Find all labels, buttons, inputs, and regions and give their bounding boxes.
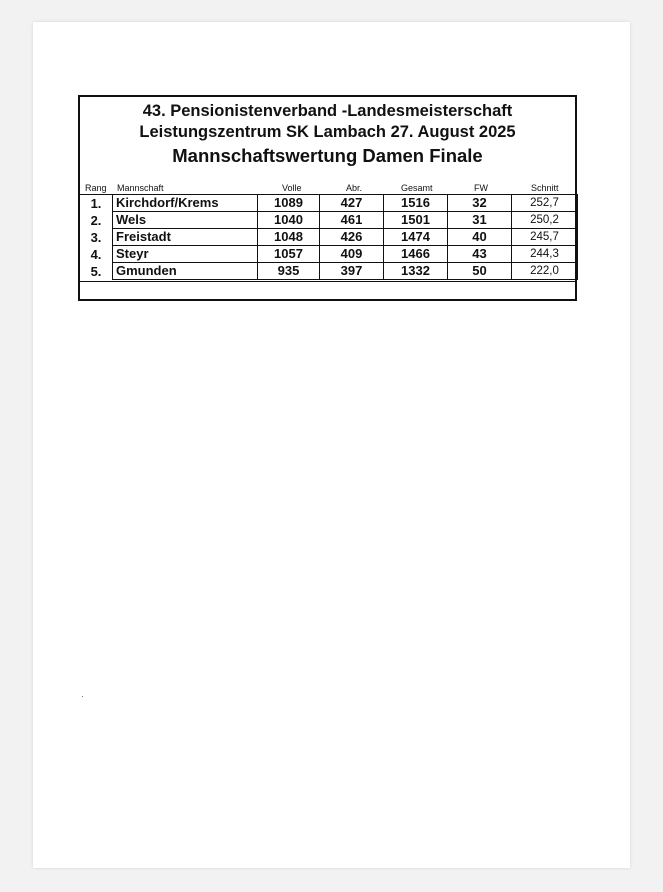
fw-value: 40 (448, 229, 512, 246)
header-abr: Abr. (346, 183, 363, 193)
team-name: Wels (113, 212, 258, 229)
volle-value: 1089 (258, 195, 320, 212)
title-line-1: 43. Pensionistenverband -Landesmeisterschaft (142, 102, 513, 120)
volle-value: 1057 (258, 246, 320, 263)
table-bottom-line (80, 281, 575, 282)
fw-value: 32 (448, 195, 512, 212)
schnitt-value: 252,7 (512, 195, 578, 212)
header-schnitt: Schnitt (531, 183, 559, 193)
title-line-2: Leistungszentrum SK Lambach 27. August 2025 (139, 123, 516, 141)
header-rang: Rang (85, 183, 107, 193)
rank-cell: 2. (90, 213, 102, 228)
header-mannschaft: Mannschaft (117, 183, 164, 193)
results-box (78, 95, 577, 301)
scan-speck (82, 696, 83, 697)
team-name: Kirchdorf/Krems (113, 195, 258, 212)
title-line-3: Mannschaftswertung Damen Finale (172, 145, 483, 166)
document-page (33, 22, 630, 868)
schnitt-value: 244,3 (512, 246, 578, 263)
volle-value: 935 (258, 263, 320, 280)
gesamt-value: 1516 (384, 195, 448, 212)
abr-value: 427 (320, 195, 384, 212)
table-row (113, 212, 578, 229)
schnitt-value: 245,7 (512, 229, 578, 246)
team-name: Gmunden (113, 263, 258, 280)
rank-cell: 5. (90, 264, 102, 279)
table-row (113, 195, 578, 212)
table-row (113, 263, 578, 280)
volle-value: 1048 (258, 229, 320, 246)
volle-value: 1040 (258, 212, 320, 229)
schnitt-value: 250,2 (512, 212, 578, 229)
results-table (112, 194, 578, 280)
rank-cell: 3. (90, 230, 102, 245)
gesamt-value: 1332 (384, 263, 448, 280)
team-name: Freistadt (113, 229, 258, 246)
abr-value: 426 (320, 229, 384, 246)
abr-value: 397 (320, 263, 384, 280)
header-fw: FW (474, 183, 488, 193)
fw-value: 43 (448, 246, 512, 263)
gesamt-value: 1466 (384, 246, 448, 263)
fw-value: 31 (448, 212, 512, 229)
rank-cell: 4. (90, 247, 102, 262)
header-volle: Volle (282, 183, 302, 193)
table-row (113, 246, 578, 263)
schnitt-value: 222,0 (512, 263, 578, 280)
rank-cell: 1. (90, 196, 102, 211)
gesamt-value: 1501 (384, 212, 448, 229)
abr-value: 461 (320, 212, 384, 229)
table-row (113, 229, 578, 246)
header-gesamt: Gesamt (401, 183, 433, 193)
team-name: Steyr (113, 246, 258, 263)
gesamt-value: 1474 (384, 229, 448, 246)
abr-value: 409 (320, 246, 384, 263)
fw-value: 50 (448, 263, 512, 280)
